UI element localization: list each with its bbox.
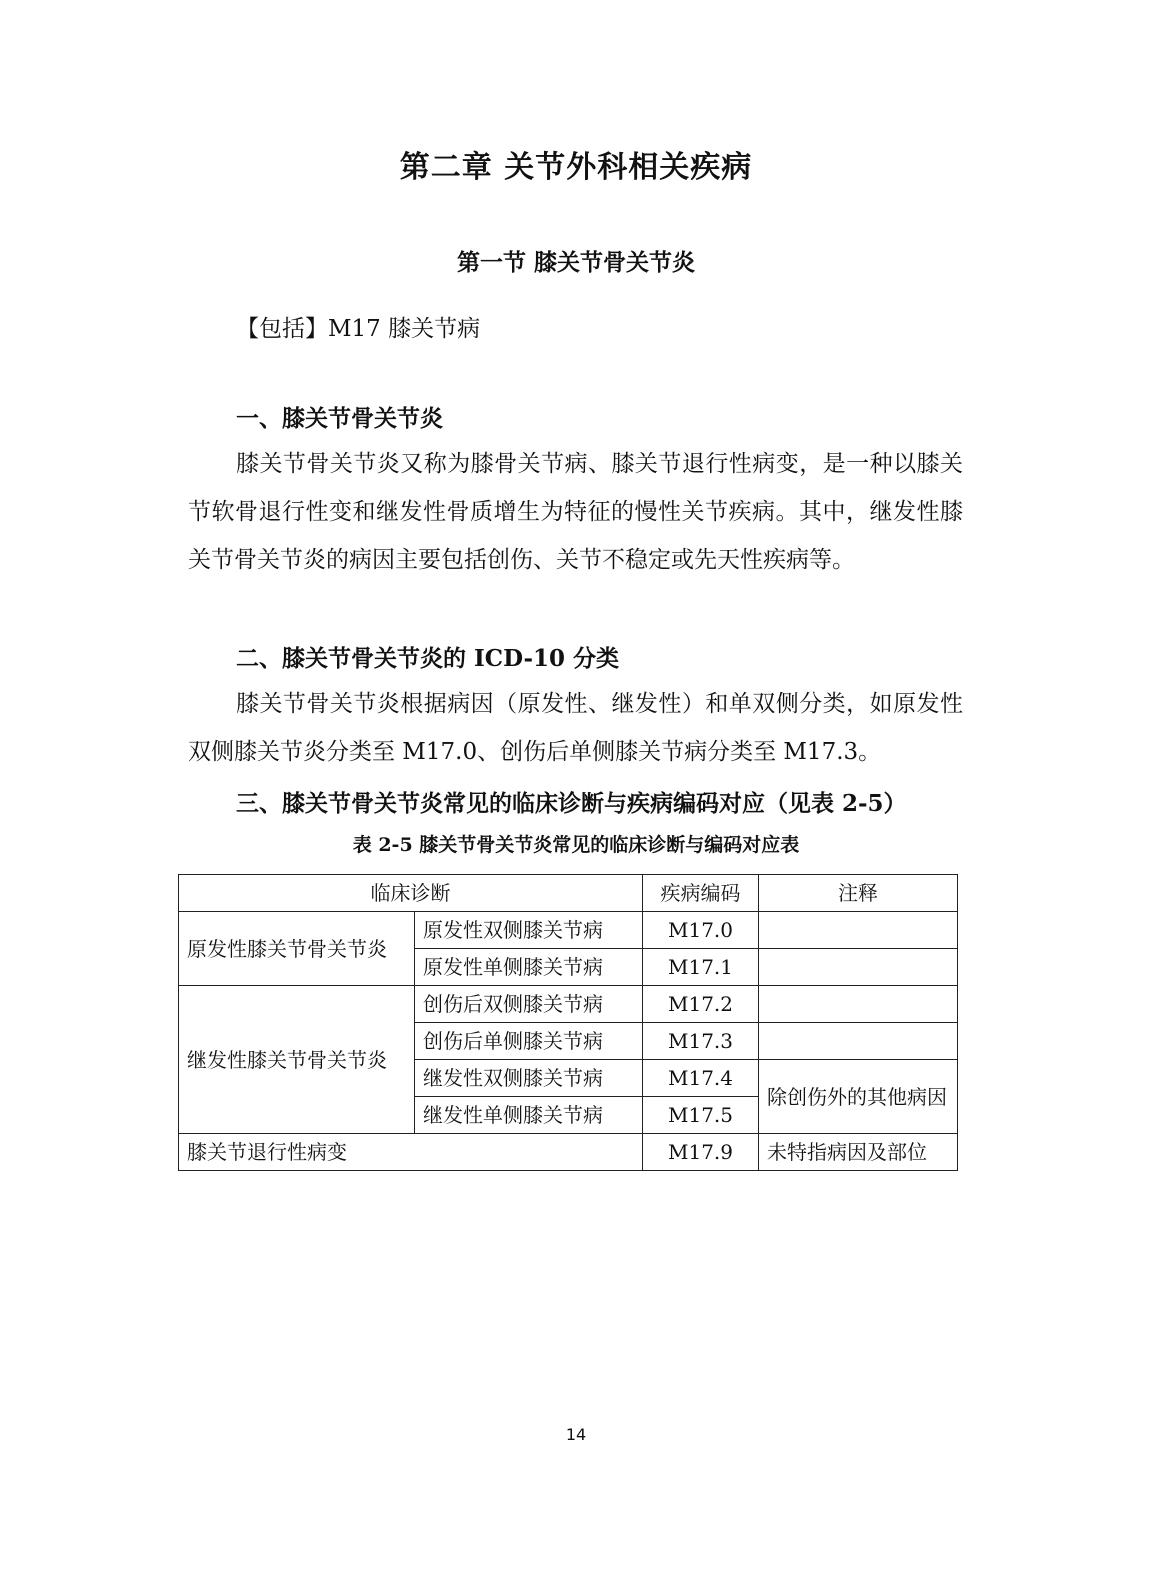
table-header-row [179, 875, 958, 912]
diagnosis-cell: 原发性双侧膝关节病 [415, 912, 643, 949]
table-caption: 表 2-5 膝关节骨关节炎常见的临床诊断与编码对应表 [352, 834, 800, 856]
section-title: 第一节 膝关节骨关节炎 [456, 249, 695, 276]
code-cell: M17.1 [643, 949, 759, 986]
page-number: 14 [565, 1425, 587, 1444]
diagnosis-cell: 创伤后双侧膝关节病 [415, 986, 643, 1023]
group-primary: 原发性膝关节骨关节炎 [179, 912, 415, 986]
include-line: 【包括】M17 膝关节病 [236, 316, 481, 342]
table-row [179, 986, 958, 1023]
paragraph-1: 膝关节骨关节炎又称为膝骨关节病、膝关节退行性病变，是一种以膝关节软骨退行性变和继发性骨质增生为特征的慢性关节疾病。其中，继发性膝关节骨关节炎的病因主要包括创伤、关节不稳定或先天性疾病等。 [188, 451, 963, 573]
note-cell: 未特指病因及部位 [759, 1134, 958, 1171]
header-notes: 注释 [759, 875, 958, 912]
diagnosis-cell: 原发性单侧膝关节病 [415, 949, 643, 986]
code-cell: M17.5 [643, 1097, 759, 1134]
note-cell [759, 949, 958, 986]
heading-2: 二、膝关节骨关节炎的 ICD-10 分类 [236, 645, 620, 672]
table-row [179, 912, 958, 949]
group-secondary: 继发性膝关节骨关节炎 [179, 986, 415, 1134]
diagnosis-cell: 继发性双侧膝关节病 [415, 1060, 643, 1097]
code-cell: M17.3 [643, 1023, 759, 1060]
note-cell [759, 1023, 958, 1060]
note-cell [759, 912, 958, 949]
diagnosis-cell: 创伤后单侧膝关节病 [415, 1023, 643, 1060]
header-clinical-diagnosis: 临床诊断 [179, 875, 643, 912]
code-cell: M17.2 [643, 986, 759, 1023]
diagnosis-code-table [178, 874, 958, 1171]
diagnosis-cell: 膝关节退行性病变 [179, 1134, 643, 1171]
code-cell: M17.9 [643, 1134, 759, 1171]
code-cell: M17.0 [643, 912, 759, 949]
code-cell: M17.4 [643, 1060, 759, 1097]
paragraph-2: 膝关节骨关节炎根据病因（原发性、继发性）和单双侧分类，如原发性双侧膝关节炎分类至 M17.0、创伤后单侧膝关节病分类至 M17.3。 [188, 691, 963, 765]
heading-3: 三、膝关节骨关节炎常见的临床诊断与疾病编码对应（见表 2-5） [236, 790, 907, 817]
note-cell [759, 986, 958, 1023]
header-disease-code: 疾病编码 [643, 875, 759, 912]
table-row [179, 1134, 958, 1171]
diagnosis-cell: 继发性单侧膝关节病 [415, 1097, 643, 1134]
note-cell: 除创伤外的其他病因 [759, 1060, 958, 1134]
chapter-title: 第二章 关节外科相关疾病 [399, 150, 753, 185]
heading-1: 一、膝关节骨关节炎 [236, 405, 443, 432]
